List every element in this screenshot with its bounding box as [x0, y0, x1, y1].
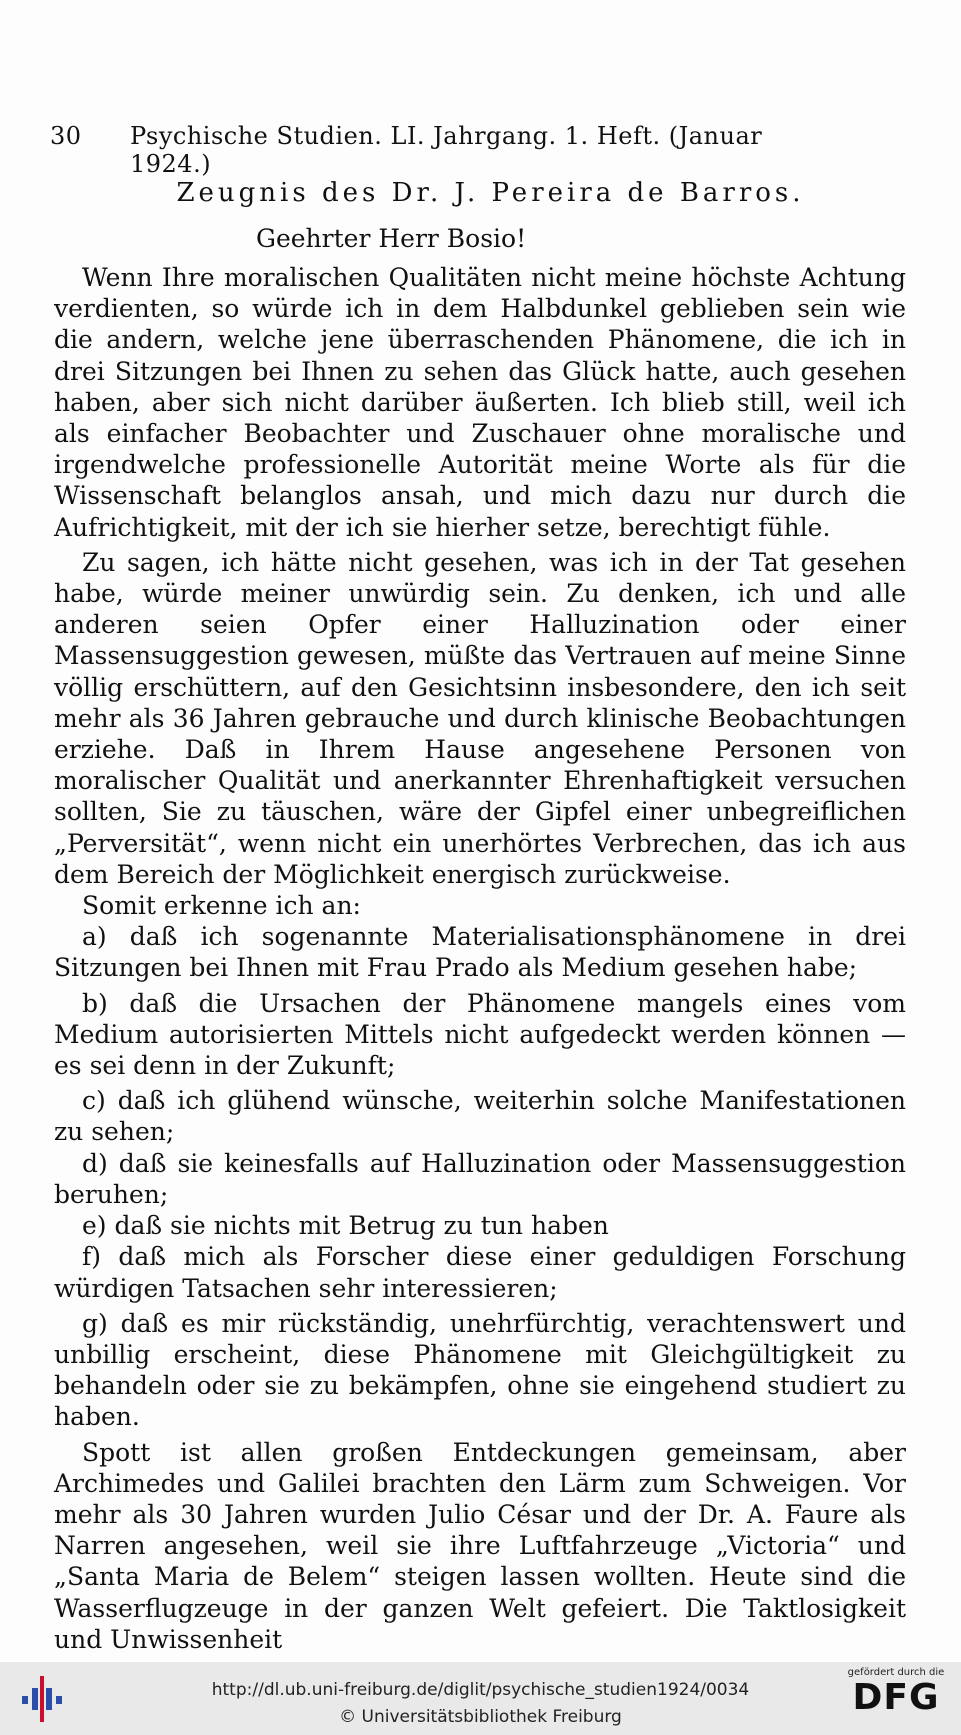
- list-item: c) daß ich glühend wünsche, weiterhin solche Manifestationen zu sehen;: [54, 1086, 906, 1147]
- list-item: f) daß mich als Forscher diese einer geduldigen Forschung würdigen Tatsachen sehr interessieren;: [54, 1242, 906, 1303]
- page-number: 30: [50, 122, 82, 150]
- list-item: e) daß sie nichts mit Betrug zu tun haben: [82, 1211, 609, 1241]
- list-item: g) daß es mir rückständig, unehrfürchtig, verachtenswert und unbillig erscheint, diese Phänomene mit Gleichgültigkeit zu behandeln oder sie zu bekämpfen, ohne sie eingehend studiert zu haben.: [54, 1308, 906, 1432]
- paragraph: Spott ist allen großen Entdeckungen gemeinsam, aber Archimedes und Galilei brachten den Lärm zum Schweigen. Vor mehr als 30 Jahren wurden Julio César und der Dr. A. Faure als Narren angesehen, weil sie ihre Luftfahrzeuge „Victoria“ und „Santa Maria de Belem“ steigen lassen wollten. Heute sind die Wasserflugzeuge in der ganzen Welt gefeiert. Die Taktlosigkeit und Unwissenheit: [54, 1437, 906, 1654]
- dfg-caption: gefördert durch die: [847, 1667, 945, 1678]
- list-item: b) daß die Ursachen der Phänomene mangels eines vom Medium autorisierten Mittels nicht aufgedeckt werden können — es sei denn in der Zukunft;: [54, 988, 906, 1081]
- footer-bar: [0, 1662, 961, 1735]
- article-title: Zeugnis des Dr. J. Pereira de Barros.: [176, 178, 805, 208]
- list-item: a) daß ich sogenannte Materialisationsphänomene in drei Sitzungen bei Ihnen mit Frau Prado als Medium gesehen habe;: [54, 922, 906, 983]
- dfg-wordmark: DFG: [852, 1677, 940, 1718]
- copyright-text: © Universitätsbibliothek Freiburg: [339, 1707, 622, 1727]
- paragraph: Wenn Ihre moralischen Qualitäten nicht meine höchste Achtung verdienten, so würde ich in dem Halbdunkel geblieben sein wie die andern, welche jene überraschenden Phänomene, die ich in drei Sitzungen bei Ihnen zu sehen das Glück hatte, auch gesehen haben, aber sich nicht darüber äußerten. Ich blieb still, weil ich als einfacher Beobachter und Zuschauer ohne moralische und irgendwelche professionelle Autorität meine Worte als für die Wissenschaft belanglos ansah, und mich dazu nur durch die Aufrichtigkeit, mit der ich sie hierher setze, berechtigt fühle.: [54, 263, 906, 542]
- running-title: Psychische Studien. LI. Jahrgang. 1. Heft. (Januar 1924.): [130, 122, 763, 178]
- salutation: Geehrter Herr Bosio!: [256, 224, 527, 253]
- paragraph: Somit erkenne ich an:: [82, 891, 361, 921]
- source-url-link[interactable]: http://dl.ub.uni-freiburg.de/diglit/psychische_studien1924/0034: [211, 1680, 750, 1700]
- paragraph: Zu sagen, ich hätte nicht gesehen, was ich in der Tat gesehen habe, würde meiner unwürdig sein. Zu denken, ich und alle anderen seien Opfer einer Halluzination oder einer Massensuggestion gewesen, müßte das Vertrauen auf meine Sinne völlig erschüttern, auf den Gesichtsinn insbesondere, den ich seit mehr als 36 Jahren gebrauche und durch klinische Beobachtungen erziehe. Daß in Ihrem Hause angesehene Personen von moralischer Qualität und anerkannter Ehrenhaftigkeit versuchen sollten, Sie zu täuschen, wäre der Gipfel einer unbegreiflichen „Perversität“, wenn nicht ein unerhörtes Verbrechen, das ich aus dem Bereich der Möglichkeit energisch zurückweise.: [54, 547, 906, 889]
- list-item: d) daß sie keinesfalls auf Halluzination oder Massensuggestion beruhen;: [54, 1148, 906, 1209]
- article-body: [54, 262, 906, 1655]
- dfg-logo: [841, 1667, 951, 1729]
